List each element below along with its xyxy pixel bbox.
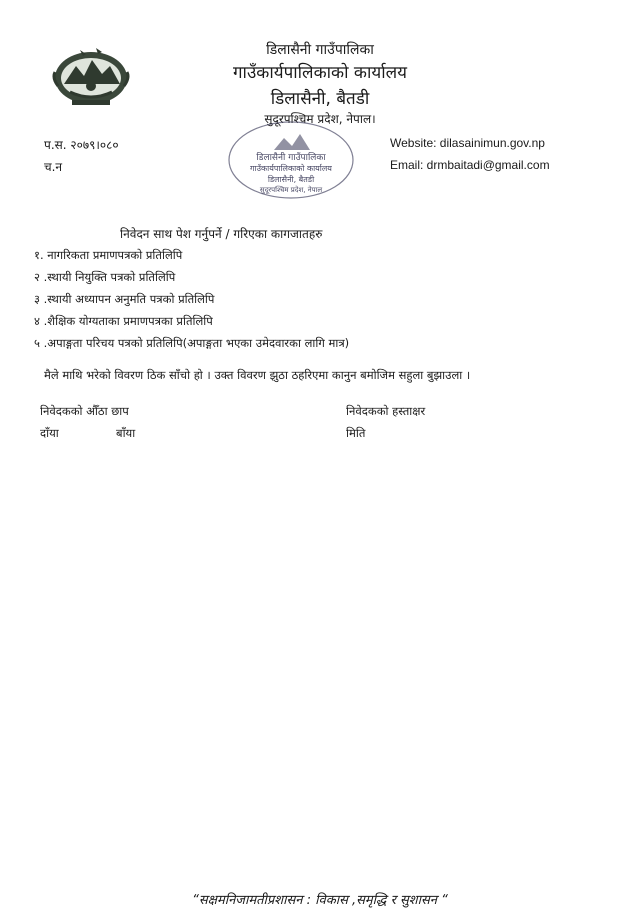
document-item: २ .स्थायी नियुक्ति पत्रको प्रतिलिपि [34,270,176,284]
municipality-name: डिलासैनी गाउँपालिका [266,42,374,58]
stamp-line-4: सुदूरपश्चिम प्रदेश, नेपाल [259,186,323,194]
office-location: डिलासैनी, बैतडी [270,89,370,109]
right-thumb-label: दाँया [40,426,59,440]
office-stamp [226,120,356,200]
stamp-line-3: डिलासैनी, बैतडी [267,175,315,184]
dispatch-number: च.न [44,160,63,174]
province-text: सुदूरपश्चिम प्रदेश, नेपाल। [264,112,376,126]
signature-label: निवेदकको हस्ताक्षर [346,404,426,418]
reference-number: प.स. २०७९।०८० [44,138,119,152]
documents-title: निवेदन साथ पेश गर्नुपर्ने / गरिएका कागजातहरु [120,227,323,241]
stamp-line-1: डिलासैनी गाउँपालिका [256,153,326,163]
left-thumb-label: बाँया [116,426,136,440]
declaration-text: मैले माथि भरेको विवरण ठिक साँचो हो । उक्त विवरण झुठा ठहरिएमा कानुन बमोजिम सहुला बुझाउला । [44,368,471,382]
stamp-line-2: गाउँकार्यपालिकाको कार्यालय [250,164,332,173]
document-item: ५ .अपाङ्गता परिचय पत्रको प्रतिलिपि(अपाङ्गता भएका उमेदवारका लागि मात्र) [34,336,350,350]
footer-slogan: “सक्षमनिजामतीप्रशासन : विकास ,समृद्धि र सुशासन “ [192,893,448,908]
document-item: ४ .शैक्षिक योग्यताका प्रमाणपत्रका प्रतिलिपि [34,314,213,328]
date-label: मिति [346,426,366,440]
website-text: Website: dilasainimun.gov.np [390,136,545,150]
thumbprint-label: निवेदकको औँठा छाप [40,404,129,418]
document-item: १. नागरिकता प्रमाणपत्रको प्रतिलिपि [34,248,183,262]
email-text: Email: drmbaitadi@gmail.com [390,158,550,172]
document-item: ३ .स्थायी अध्यापन अनुमति पत्रको प्रतिलिपि [34,292,215,306]
office-name: गाउँकार्यपालिकाको कार्यालय [232,63,408,83]
